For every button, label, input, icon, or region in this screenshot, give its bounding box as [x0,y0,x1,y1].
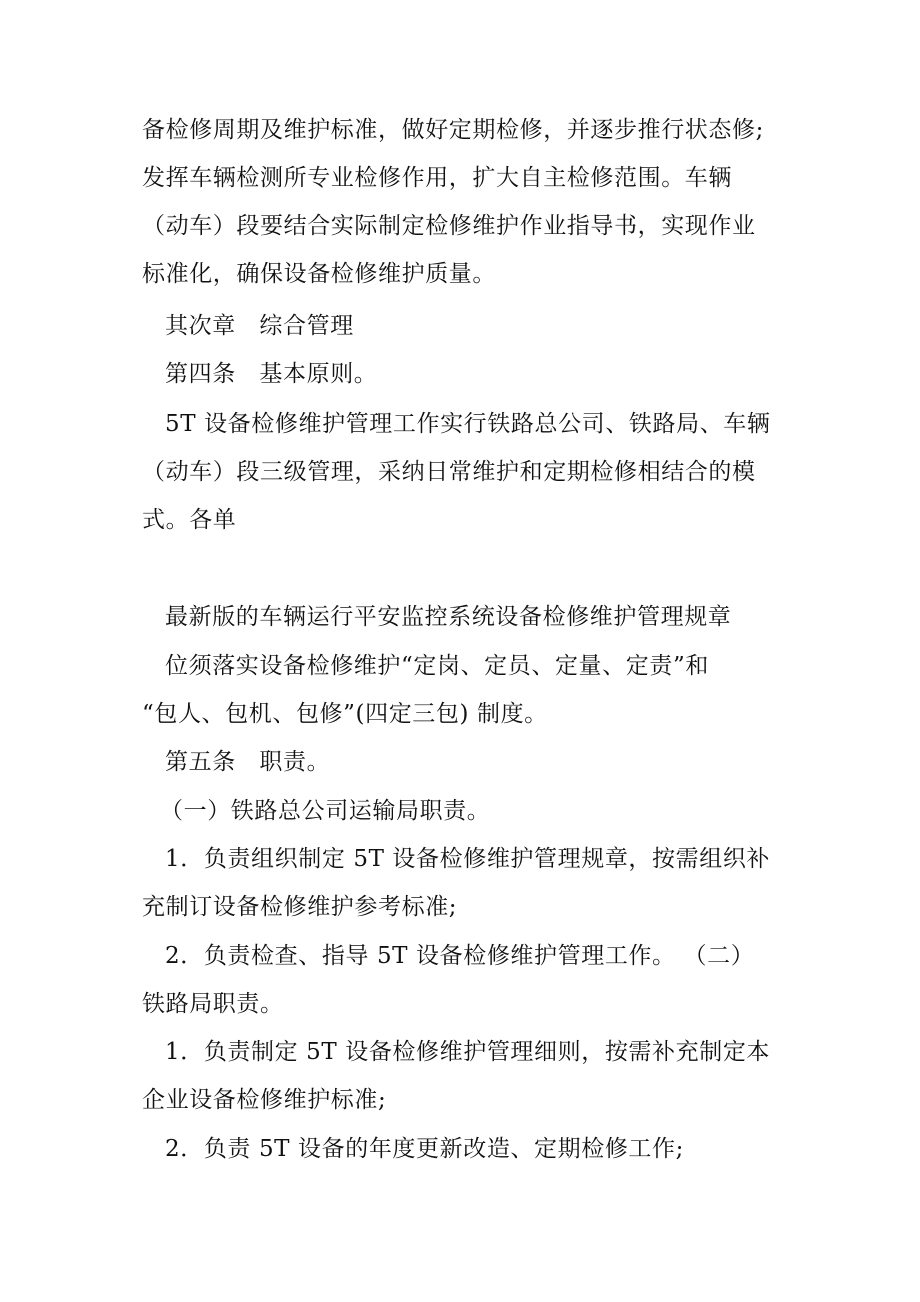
document-title-line: 最新版的车辆运行平安监控系统设备检修维护管理规章 [165,604,732,630]
item-3-line-2: 企业设备检修维护标准; [142,1087,387,1113]
body-line-4: 标准化，确保设备检修维护质量。 [142,261,496,287]
body-line-6: （动车）段三级管理，采纳日常维护和定期检修相结合的模 [142,459,756,485]
article-4-heading: 第四条 基本原则。 [165,361,378,387]
article-5-heading: 第五条 职责。 [165,749,331,775]
item-1-line-1: 1．负责组织制定 5T 设备检修维护管理规章，按需组织补 [165,846,771,872]
body-line-1: 备检修周期及维护标准，做好定期检修，并逐步推行状态修; [142,117,764,143]
chapter-heading: 其次章 综合管理 [165,313,354,339]
body-line-3: （动车）段要结合实际制定检修维护作业指导书，实现作业 [142,213,756,239]
body-line-7: 式。各单 [142,507,237,533]
item-3-line-1: 1．负责制定 5T 设备检修维护管理细则，按需补充制定本 [165,1039,771,1065]
body-line-5: 5T 设备检修维护管理工作实行铁路总公司、铁路局、车辆 [165,411,771,437]
body-line-8: 位须落实设备检修维护“定岗、定员、定量、定责”和 [165,653,709,679]
section-1-heading: （一）铁路总公司运输局职责。 [160,798,491,824]
item-2-line-2: 铁路局职责。 [142,991,284,1017]
body-line-2: 发挥车辆检测所专业检修作用，扩大自主检修范围。车辆 [142,165,732,191]
item-4-line-1: 2．负责 5T 设备的年度更新改造、定期检修工作; [165,1136,684,1162]
item-1-line-2: 充制订设备检修维护参考标准; [142,894,458,920]
body-line-9: “包人、包机、包修”(四定三包) 制度。 [142,701,548,727]
item-2-line-1: 2．负责检查、指导 5T 设备检修维护管理工作。 （二） [165,943,755,969]
